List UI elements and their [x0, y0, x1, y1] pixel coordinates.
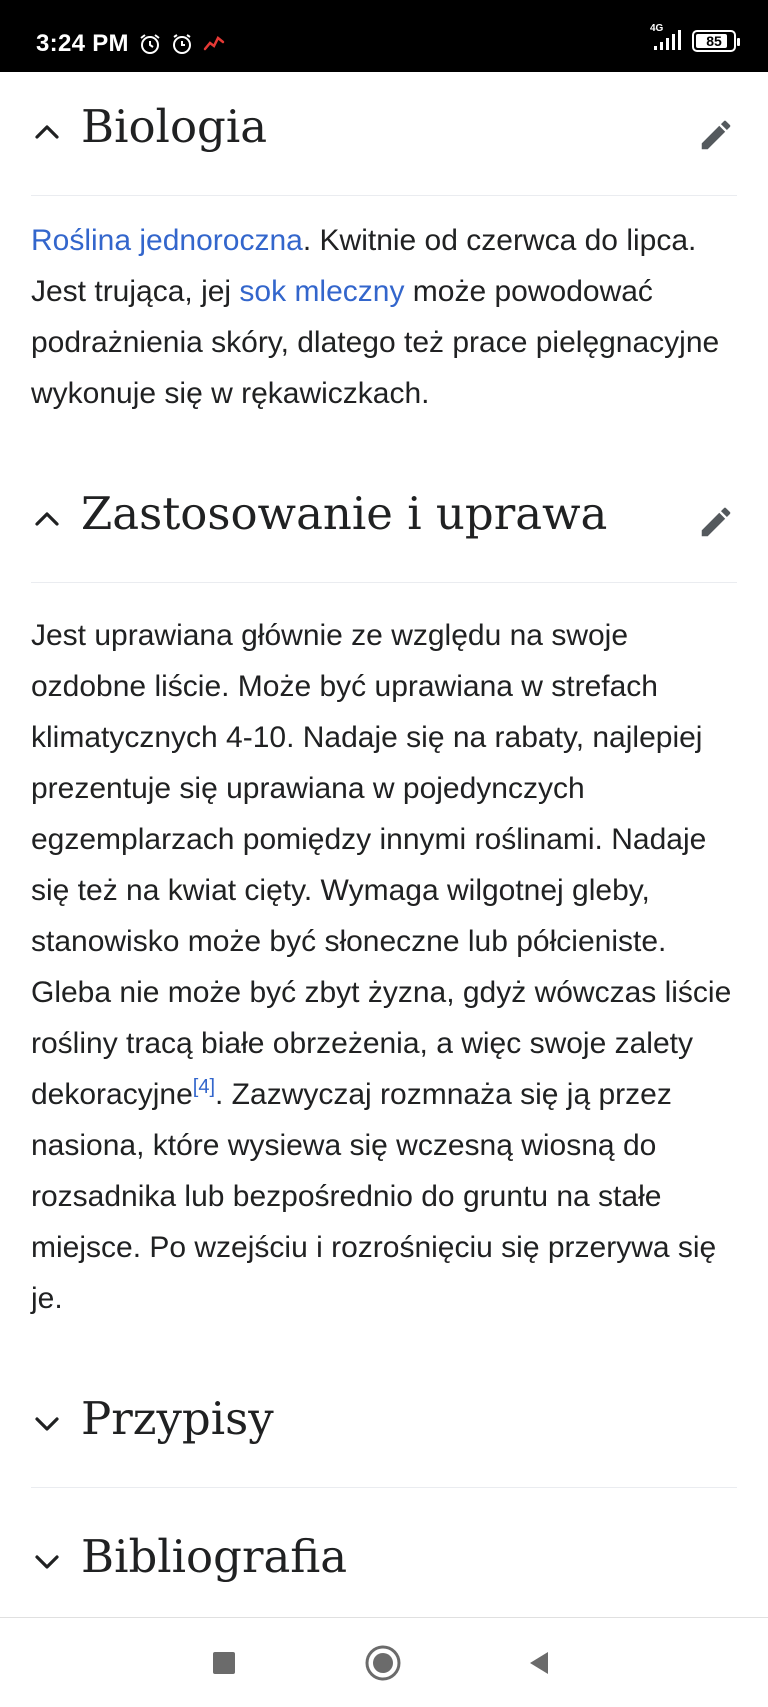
chevron-down-icon[interactable] — [31, 1408, 63, 1440]
battery-icon — [692, 30, 736, 52]
section-header-zastosowanie[interactable] — [31, 459, 737, 583]
activity-app-icon — [202, 32, 226, 61]
paragraph-text: może powodować podrażnienia skóry, dlatego też prace pielęgnacyjne wykonuje się w rękawiczkach. — [31, 275, 720, 410]
status-bar — [0, 0, 768, 72]
home-button[interactable] — [361, 1641, 405, 1685]
status-icons-left — [138, 32, 226, 61]
article-content — [0, 72, 768, 1626]
section-header-bibliografia[interactable] — [31, 1502, 737, 1626]
alarm-clock-icon — [170, 32, 194, 61]
paragraph-text: . Zazwyczaj rozmnaża się ją przez nasiona, które wysiewa się wczesną wiosną do rozsadnika lub bezpośrednio do gruntu na stałe miejsce. Po wzejściu i rozrośnięciu się przerywa się je. — [31, 1078, 717, 1315]
section-header-biologia[interactable] — [31, 72, 737, 196]
section-paragraph — [31, 583, 737, 1324]
pencil-icon — [697, 116, 735, 154]
network-type-label: 4G — [650, 23, 664, 34]
back-icon — [526, 1649, 554, 1677]
signal-icon — [650, 23, 682, 52]
paragraph-text: . Kwitnie od czerwca do lipca. Jest trująca, jej — [31, 224, 697, 308]
edit-section-button[interactable] — [697, 116, 735, 154]
edit-section-button[interactable] — [697, 503, 735, 541]
back-button[interactable] — [518, 1641, 562, 1685]
chevron-down-icon[interactable] — [31, 1546, 63, 1578]
alarm-icon — [138, 32, 162, 61]
chevron-up-icon[interactable] — [31, 503, 63, 535]
system-nav-bar — [0, 1617, 768, 1707]
reference-link[interactable]: [4] — [192, 1076, 216, 1098]
link-sok-mleczny[interactable]: sok mleczny — [239, 275, 405, 308]
section-title: Bibliografia — [81, 1530, 348, 1583]
battery-percent: 85 — [706, 33, 722, 49]
status-time: 3:24 PM — [36, 30, 129, 57]
recents-icon — [210, 1649, 238, 1677]
section-paragraph — [31, 196, 737, 419]
section-header-przypisy[interactable] — [31, 1364, 737, 1488]
section-title: Zastosowanie i uprawa — [81, 487, 608, 540]
section-title: Przypisy — [81, 1392, 274, 1445]
link-roslina-jednoroczna[interactable]: Roślina jednoroczna — [31, 224, 303, 257]
paragraph-text: Jest uprawiana głównie ze względu na swoje ozdobne liście. Może być uprawiana w strefach klimatycznych 4-10. Nadaje się na rabaty, najlepiej prezentuje się uprawiana w pojedynczych egzemplarzach pomiędzy innymi roślinami. Nadaje się też na kwiat cięty. Wymaga wilgotnej gleby, stanowisko może być słoneczne lub półcieniste. Gleba nie może być zbyt żyzna, gdyż wówczas liście rośliny tracą białe obrzeżenia, a więc swoje zalety dekoracyjne — [31, 619, 732, 1111]
home-icon — [363, 1643, 403, 1683]
chevron-up-icon[interactable] — [31, 116, 63, 148]
pencil-icon — [697, 503, 735, 541]
section-title: Biologia — [81, 100, 268, 153]
status-icons-right — [650, 23, 736, 52]
recents-button[interactable] — [202, 1641, 246, 1685]
battery-nub — [737, 38, 740, 46]
